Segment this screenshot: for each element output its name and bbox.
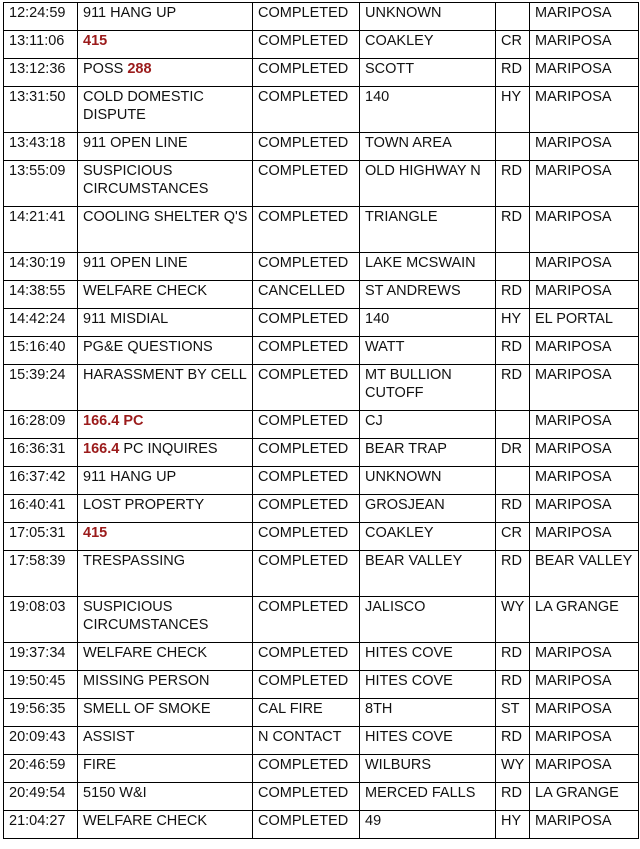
call-time: 21:04:27 [4,811,78,839]
call-time: 19:08:03 [4,597,78,643]
call-street-suffix: RD [496,727,530,755]
call-street: MERCED FALLS [360,783,496,811]
call-disposition: COMPLETED [253,31,360,59]
call-street-suffix: HY [496,309,530,337]
penal-code: 415 [83,525,108,541]
call-street-suffix: RD [496,365,530,411]
call-time: 16:40:41 [4,495,78,523]
table-row [4,727,639,755]
call-type-text: MISSING PERSON [83,673,210,689]
call-type [78,3,253,31]
call-disposition: COMPLETED [253,523,360,551]
call-time: 19:56:35 [4,699,78,727]
call-street: 49 [360,811,496,839]
call-street: GROSJEAN [360,495,496,523]
table-row [4,783,639,811]
call-log-table [3,2,639,839]
call-street-suffix [496,3,530,31]
call-type [78,671,253,699]
call-street-suffix: RD [496,207,530,253]
call-street: CJ [360,411,496,439]
call-street: LAKE MCSWAIN [360,253,496,281]
call-disposition: N CONTACT [253,727,360,755]
call-time: 17:58:39 [4,551,78,597]
penal-code: 166.4 [83,441,120,457]
call-type [78,161,253,207]
call-street: UNKNOWN [360,467,496,495]
call-type [78,727,253,755]
table-row [4,337,639,365]
call-street-suffix: CR [496,31,530,59]
table-row [4,643,639,671]
call-street-suffix: RD [496,643,530,671]
call-street: HITES COVE [360,643,496,671]
call-street: BEAR TRAP [360,439,496,467]
call-community: MARIPOSA [530,207,639,253]
call-type [78,207,253,253]
table-row [4,671,639,699]
call-type-prefix: POSS [83,61,128,77]
call-community: MARIPOSA [530,671,639,699]
call-street-suffix: WY [496,597,530,643]
call-log-body [4,3,639,839]
call-community: MARIPOSA [530,495,639,523]
table-row [4,597,639,643]
call-time: 14:42:24 [4,309,78,337]
call-street-suffix: RD [496,551,530,597]
call-community: BEAR VALLEY [530,551,639,597]
call-disposition: COMPLETED [253,495,360,523]
call-disposition: COMPLETED [253,133,360,161]
call-type-text: PG&E QUESTIONS [83,339,213,355]
call-disposition: COMPLETED [253,253,360,281]
call-street: 140 [360,87,496,133]
call-time: 13:43:18 [4,133,78,161]
call-street: HITES COVE [360,727,496,755]
table-row [4,467,639,495]
call-street-suffix: RD [496,495,530,523]
call-type [78,643,253,671]
call-type [78,439,253,467]
table-row [4,439,639,467]
call-community: MARIPOSA [530,811,639,839]
call-street: WATT [360,337,496,365]
call-time: 15:16:40 [4,337,78,365]
table-row [4,495,639,523]
call-type [78,755,253,783]
call-type-text: PC INQUIRES [119,441,218,457]
call-community: MARIPOSA [530,281,639,309]
table-row [4,551,639,597]
call-time: 17:05:31 [4,523,78,551]
call-time: 13:31:50 [4,87,78,133]
table-row [4,699,639,727]
call-type [78,467,253,495]
call-type-text: COLD DOMESTIC DISPUTE [83,89,204,123]
call-community: MARIPOSA [530,755,639,783]
call-type [78,699,253,727]
table-row [4,87,639,133]
call-community: MARIPOSA [530,523,639,551]
call-type-text: WELFARE CHECK [83,645,208,661]
call-community: MARIPOSA [530,133,639,161]
call-type [78,87,253,133]
call-disposition: COMPLETED [253,439,360,467]
call-type-text: WELFARE CHECK [83,813,208,829]
call-community: MARIPOSA [530,365,639,411]
call-street: 8TH [360,699,496,727]
call-street-suffix: WY [496,755,530,783]
call-street-suffix [496,411,530,439]
call-type [78,337,253,365]
call-street-suffix: RD [496,671,530,699]
call-time: 13:55:09 [4,161,78,207]
call-disposition: COMPLETED [253,337,360,365]
call-type [78,597,253,643]
call-time: 12:24:59 [4,3,78,31]
call-type-text: SMELL OF SMOKE [83,701,211,717]
table-row [4,133,639,161]
call-disposition: COMPLETED [253,59,360,87]
call-type-text: 911 HANG UP [83,469,177,485]
call-type [78,495,253,523]
call-street: HITES COVE [360,671,496,699]
call-disposition: COMPLETED [253,365,360,411]
call-type-text: SUSPICIOUS CIRCUMSTANCES [83,599,209,633]
table-row [4,365,639,411]
call-community: MARIPOSA [530,87,639,133]
call-community: EL PORTAL [530,309,639,337]
call-community: MARIPOSA [530,727,639,755]
call-type [78,523,253,551]
call-disposition: COMPLETED [253,309,360,337]
call-community: MARIPOSA [530,161,639,207]
call-street: COAKLEY [360,31,496,59]
table-row [4,281,639,309]
table-row [4,411,639,439]
call-street: TRIANGLE [360,207,496,253]
call-community: MARIPOSA [530,31,639,59]
call-time: 16:37:42 [4,467,78,495]
call-street-suffix: RD [496,161,530,207]
call-disposition: COMPLETED [253,811,360,839]
call-type [78,551,253,597]
call-community: MARIPOSA [530,643,639,671]
call-time: 13:11:06 [4,31,78,59]
call-time: 16:28:09 [4,411,78,439]
call-disposition: COMPLETED [253,87,360,133]
call-disposition: COMPLETED [253,643,360,671]
call-community: MARIPOSA [530,337,639,365]
call-disposition: COMPLETED [253,597,360,643]
call-type-text: SUSPICIOUS CIRCUMSTANCES [83,163,209,197]
call-community: MARIPOSA [530,59,639,87]
call-type-text: ASSIST [83,729,135,745]
call-street: COAKLEY [360,523,496,551]
call-street-suffix: RD [496,281,530,309]
table-row [4,309,639,337]
call-street-suffix: ST [496,699,530,727]
table-row [4,755,639,783]
call-type-text: LOST PROPERTY [83,497,205,513]
call-disposition: COMPLETED [253,161,360,207]
call-type [78,281,253,309]
call-street: SCOTT [360,59,496,87]
call-community: MARIPOSA [530,3,639,31]
call-time: 20:49:54 [4,783,78,811]
call-community: LA GRANGE [530,783,639,811]
call-type-text: FIRE [83,757,117,773]
call-disposition: COMPLETED [253,411,360,439]
call-street-suffix [496,133,530,161]
call-type-text: 911 OPEN LINE [83,255,188,271]
table-row [4,207,639,253]
call-time: 16:36:31 [4,439,78,467]
call-community: MARIPOSA [530,253,639,281]
table-row [4,523,639,551]
call-time: 19:50:45 [4,671,78,699]
penal-code: 166.4 PC [83,413,144,429]
call-street: UNKNOWN [360,3,496,31]
call-type-text: 5150 W&I [83,785,147,801]
call-street-suffix: CR [496,523,530,551]
call-type-text: WELFARE CHECK [83,283,208,299]
call-type [78,59,253,87]
call-type [78,811,253,839]
call-type [78,309,253,337]
call-street: TOWN AREA [360,133,496,161]
call-street-suffix: RD [496,337,530,365]
call-street-suffix: DR [496,439,530,467]
call-time: 20:46:59 [4,755,78,783]
call-disposition: COMPLETED [253,467,360,495]
call-type-text: HARASSMENT BY CELL [83,367,247,383]
call-type [78,133,253,161]
call-street-suffix: HY [496,87,530,133]
table-row [4,3,639,31]
call-type [78,365,253,411]
call-disposition: CANCELLED [253,281,360,309]
call-disposition: COMPLETED [253,671,360,699]
call-type [78,411,253,439]
call-type-text: 911 OPEN LINE [83,135,188,151]
call-disposition: COMPLETED [253,755,360,783]
call-type [78,31,253,59]
call-street: MT BULLION CUTOFF [360,365,496,411]
call-type [78,783,253,811]
table-row [4,811,639,839]
call-street-suffix [496,467,530,495]
call-disposition: CAL FIRE [253,699,360,727]
call-type-text: 911 MISDIAL [83,311,169,327]
call-street: ST ANDREWS [360,281,496,309]
table-row [4,31,639,59]
call-disposition: COMPLETED [253,3,360,31]
table-row [4,59,639,87]
call-type [78,253,253,281]
call-community: LA GRANGE [530,597,639,643]
penal-code: 415 [83,33,108,49]
call-street: 140 [360,309,496,337]
call-time: 13:12:36 [4,59,78,87]
call-street-suffix: HY [496,811,530,839]
call-disposition: COMPLETED [253,551,360,597]
call-time: 14:21:41 [4,207,78,253]
call-time: 20:09:43 [4,727,78,755]
table-row [4,161,639,207]
call-community: MARIPOSA [530,699,639,727]
penal-code: 288 [127,61,152,77]
call-time: 15:39:24 [4,365,78,411]
call-street: OLD HIGHWAY N [360,161,496,207]
call-street: WILBURS [360,755,496,783]
call-time: 14:30:19 [4,253,78,281]
call-time: 14:38:55 [4,281,78,309]
call-disposition: COMPLETED [253,207,360,253]
call-type-text: COOLING SHELTER Q'S [83,209,248,225]
call-type-text: 911 HANG UP [83,5,177,21]
call-street: BEAR VALLEY [360,551,496,597]
call-street-suffix: RD [496,59,530,87]
call-community: MARIPOSA [530,411,639,439]
call-street-suffix: RD [496,783,530,811]
call-time: 19:37:34 [4,643,78,671]
call-street: JALISCO [360,597,496,643]
call-street-suffix [496,253,530,281]
call-type-text: TRESPASSING [83,553,186,569]
call-community: MARIPOSA [530,467,639,495]
table-row [4,253,639,281]
call-community: MARIPOSA [530,439,639,467]
call-disposition: COMPLETED [253,783,360,811]
